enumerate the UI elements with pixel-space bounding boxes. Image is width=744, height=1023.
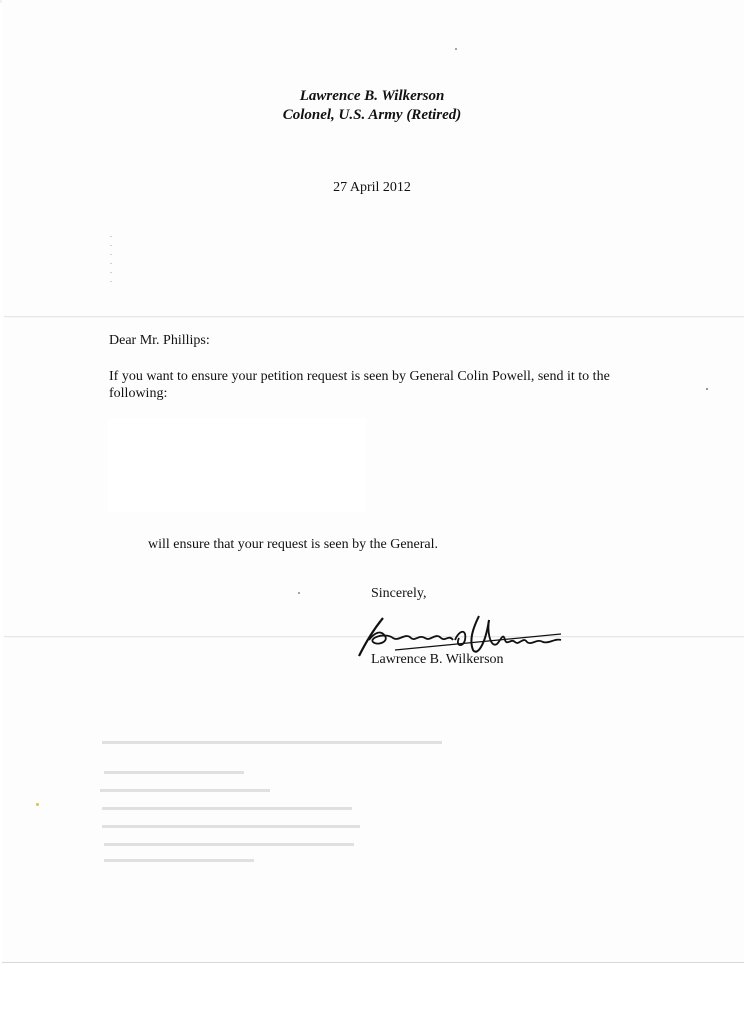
redacted-address-block xyxy=(108,418,366,512)
margin-marks xyxy=(110,236,112,286)
valediction: Sincerely, xyxy=(371,586,427,601)
body-line-2: following: xyxy=(109,386,168,401)
paper-speck-2 xyxy=(706,388,708,390)
salutation: Dear Mr. Phillips: xyxy=(109,333,210,348)
signer-name: Lawrence B. Wilkerson xyxy=(371,652,504,667)
paper-fold-line xyxy=(4,316,744,318)
scanner-bed xyxy=(0,963,744,1023)
closing-body-line: will ensure that your request is seen by the General. xyxy=(148,537,439,552)
body-line-1: If you want to ensure your petition request is seen by General Colin Powell, send it to the xyxy=(109,369,610,384)
paper-speck-3 xyxy=(298,592,300,594)
letterhead-rank: Colonel, U.S. Army (Retired) xyxy=(282,107,462,123)
paper-speck-4 xyxy=(455,48,457,50)
letter-date: 27 April 2012 xyxy=(333,180,411,195)
paper-speck xyxy=(36,803,39,806)
letterhead-name: Lawrence B. Wilkerson xyxy=(299,88,445,104)
reverse-side-bleed-through xyxy=(100,735,460,875)
